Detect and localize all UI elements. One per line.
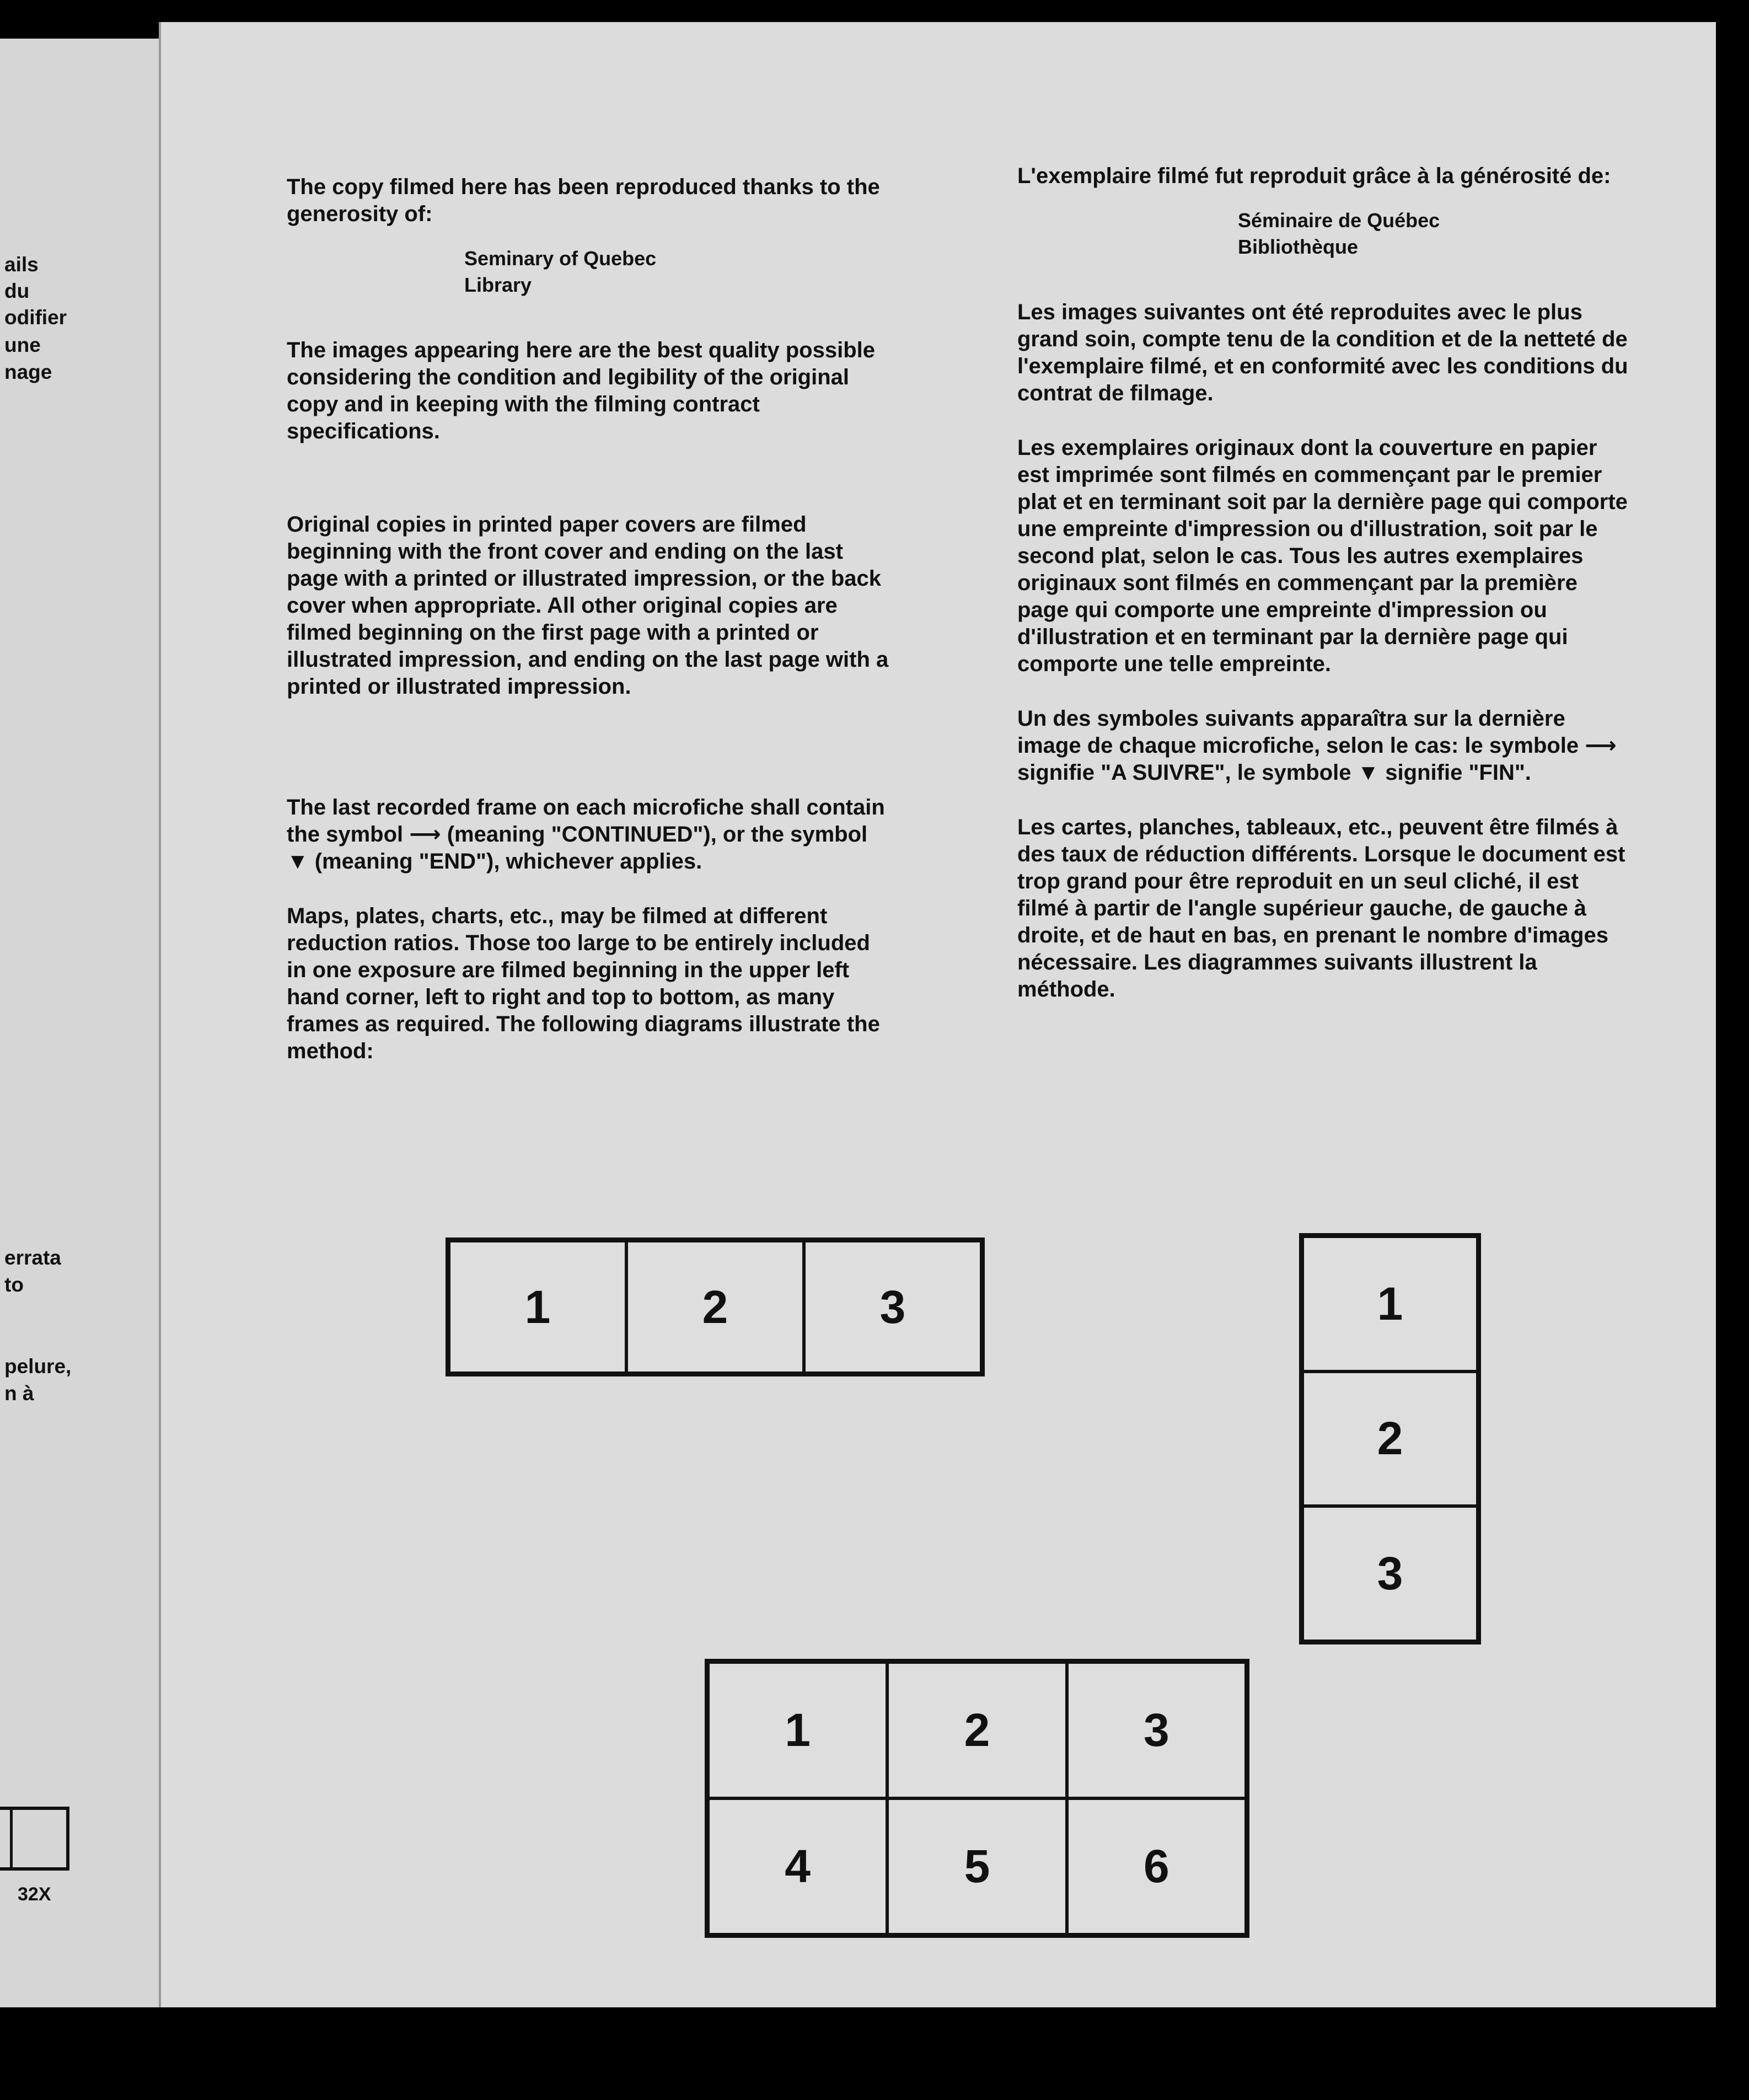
- frame-cell: 1: [449, 1241, 626, 1373]
- english-credit: [287, 245, 893, 298]
- left-fragment: nage: [4, 361, 52, 383]
- english-original-paragraph: Original copies in printed paper covers are filmed beginning with the front cover and ending on the last page with a printed or illustrated impression, or the back cover when appropriate. All other original copies are filmed beginning on the first page with a printed or illustrated impression, and ending on the last page with a printed or illustrated impression.: [287, 512, 889, 699]
- french-intro: L'exemplaire filmé fut reproduit grâce à la générosité de:: [1017, 164, 1611, 188]
- english-maps-paragraph: Maps, plates, charts, etc., may be filmed at different reduction ratios. Those too large to be entirely included in one exposure are filmed beginning in the upper left hand corner, left to right and top to bottom, as many frames as required. The following diagrams illustrate the method:: [287, 904, 880, 1063]
- frame-cell: 2: [887, 1662, 1066, 1798]
- french-credit-line1: Séminaire de Québec: [1238, 209, 1440, 232]
- frame-cell: 5: [887, 1798, 1066, 1935]
- left-fragment: pelure,: [4, 1355, 72, 1378]
- english-symbols-paragraph: The last recorded frame on each microfiche shall contain the symbol ⟶ (meaning "CONTINUED"), or the symbol ▼ (meaning "END"), whichever applies.: [287, 795, 885, 874]
- frame-cell: 1: [1302, 1236, 1478, 1372]
- frame-cell: 1: [708, 1662, 887, 1798]
- frame-cell: 2: [626, 1241, 804, 1373]
- frame-cell: 3: [804, 1241, 981, 1373]
- french-credit-line2: Bibliothèque: [1238, 235, 1358, 258]
- grid-frames-diagram: [705, 1659, 1249, 1938]
- left-fragment: odifier: [4, 306, 67, 329]
- english-credit-line1: Seminary of Quebec: [464, 247, 657, 270]
- horizontal-frames-diagram: [446, 1238, 985, 1376]
- french-original-paragraph: Les exemplaires originaux dont la couverture en papier est imprimée sont filmés en commençant par le premier plat et en terminant soit par la dernière page qui comporte une empreinte d'impression ou d'illustration, soit par le second plat, selon le cas. Tous les autres exemplaires originaux sont filmés en commençant par la première page qui comporte une empreinte d'impression ou d'illustration et en terminant par la dernière page qui comporte une telle empreinte.: [1017, 436, 1628, 676]
- frame-cell: 4: [708, 1798, 887, 1935]
- french-maps-paragraph: Les cartes, planches, tableaux, etc., peuvent être filmés à des taux de réduction différents. Lorsque le document est trop grand pour être reproduit en un seul cliché, il est filmé à partir de l'angle supérieur gauche, de gauche à droite, et de haut en bas, en prenant le nombre d'images nécessaire. Les diagrammes suivants illustrent la méthode.: [1017, 815, 1625, 1001]
- left-reduction-box: [0, 1807, 69, 1871]
- left-fragment: une: [4, 334, 41, 356]
- frame-cell: 6: [1067, 1798, 1246, 1935]
- left-fragment: ails: [4, 253, 39, 276]
- english-credit-line2: Library: [464, 274, 532, 296]
- frame-cell: 3: [1067, 1662, 1246, 1798]
- left-fragment: errata: [4, 1246, 61, 1269]
- french-credit: [1017, 207, 1635, 260]
- french-quality-paragraph: Les images suivantes ont été reproduites avec le plus grand soin, compte tenu de la condition et de la netteté de l'exemplaire filmé, et en conformité avec les conditions du contrat de filmage.: [1017, 300, 1628, 405]
- english-column: [287, 174, 893, 1092]
- french-column: [1017, 163, 1635, 1031]
- reduction-label: 32X: [18, 1884, 51, 1905]
- frame-cell: 2: [1302, 1372, 1478, 1507]
- frame-cell: 3: [1302, 1506, 1478, 1641]
- english-quality-paragraph: The images appearing here are the best quality possible considering the condition and legibility of the original copy and in keeping with the filming contract specifications.: [287, 338, 875, 443]
- left-fragment: n à: [4, 1382, 34, 1405]
- vertical-frames-diagram: [1299, 1233, 1481, 1644]
- french-symbols-paragraph: Un des symboles suivants apparaîtra sur la dernière image de chaque microfiche, selon le cas: le symbole ⟶ signifie "A SUIVRE", le symbole ▼ signifie "FIN".: [1017, 706, 1617, 785]
- left-fragment: du: [4, 280, 30, 302]
- english-intro: The copy filmed here has been reproduced thanks to the generosity of:: [287, 175, 880, 226]
- left-fragment: to: [4, 1273, 24, 1296]
